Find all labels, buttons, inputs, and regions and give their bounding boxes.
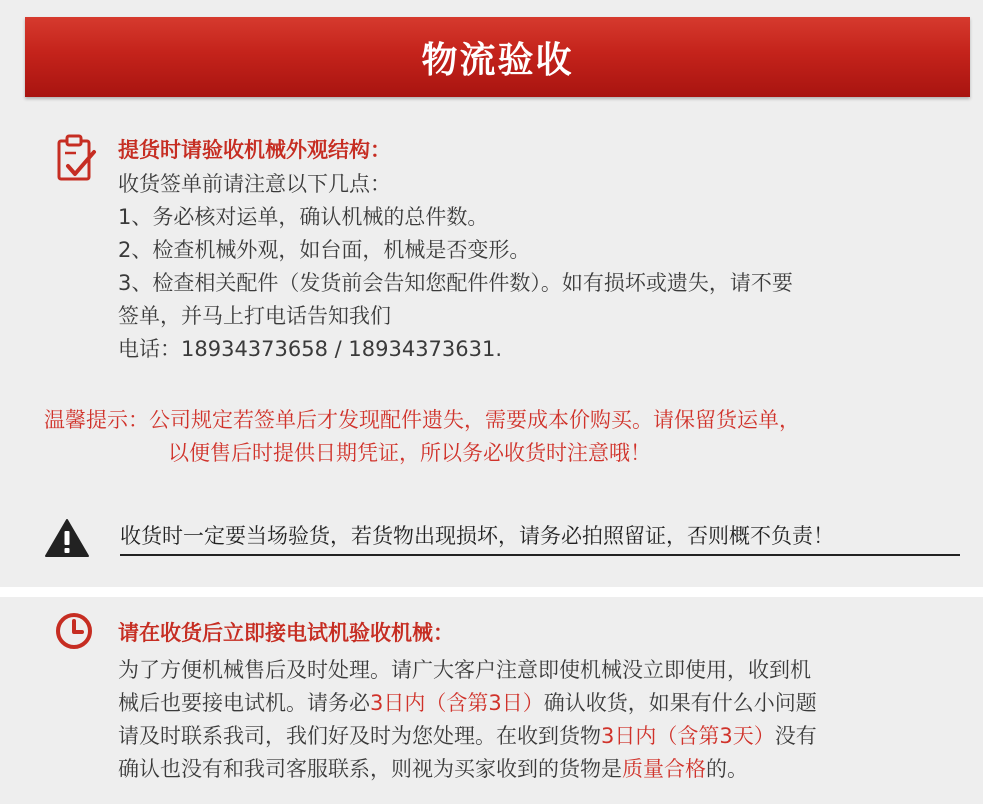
section1-line-1: 收货签单前请注意以下几点： [118, 172, 391, 196]
highlight-3-days-2: 3日内（含第3天） [601, 724, 775, 748]
section2-line-2-text-c: 确认收货，如果有什么小问题 [543, 691, 817, 715]
section2-line-4 [118, 753, 748, 786]
banner-title: 物流验收 [421, 39, 574, 81]
highlight-3-days-1: 3日内（含第3日） [370, 691, 544, 715]
section2-heading: 请在收货后立即接电试机验收机械： [118, 621, 454, 645]
section2-line-3-text-c: 没有 [774, 724, 817, 748]
section2-line-3 [118, 720, 817, 753]
section2-line-2-text-a: 械后也要接电试机。请务必 [118, 691, 370, 715]
section2-line-3-text-a: 请及时联系我司，我们好及时为您处理。在收到货物 [118, 724, 601, 748]
tip-line-2: 以便售后时提供日期凭证，所以务必收货时注意哦！ [168, 441, 651, 465]
section2-line-1 [118, 654, 811, 687]
warning-icon [44, 518, 90, 562]
title-banner [25, 17, 970, 97]
section2-line-4-text-c: 的。 [706, 757, 748, 781]
warning-text: 收货时一定要当场验货，若货物出现损坏，请务必拍照留证，否则概不负责！ [120, 520, 960, 556]
section1-line-2: 1、务必核对运单，确认机械的总件数。 [118, 205, 489, 229]
section2-line-2 [118, 687, 817, 720]
section2-line-1-text: 为了方便机械售后及时处理。请广大客户注意即使机械没立即使用，收到机 [118, 658, 811, 682]
highlight-quality: 质量合格 [622, 757, 706, 781]
section1-heading: 提货时请验收机械外观结构： [118, 138, 391, 162]
section2-line-4-text-a: 确认也没有和我司客服联系，则视为买家收到的货物是 [118, 757, 622, 781]
clipboard-check-icon [56, 134, 98, 188]
section1-line-4: 3、检查相关配件（发货前会告知您配件件数）。如有损坏或遗失，请不要 [118, 271, 793, 295]
section1-line-5: 签单，并马上打电话告知我们 [118, 304, 391, 328]
section-divider [0, 587, 983, 597]
clock-icon [54, 611, 94, 655]
section1-line-3: 2、检查机械外观，如台面，机械是否变形。 [118, 238, 531, 262]
section1-line-6: 电话：18934373658 / 18934373631. [118, 337, 503, 361]
tip-line-1: 温馨提示：公司规定若签单后才发现配件遗失，需要成本价购买。请保留货运单， [44, 408, 800, 432]
